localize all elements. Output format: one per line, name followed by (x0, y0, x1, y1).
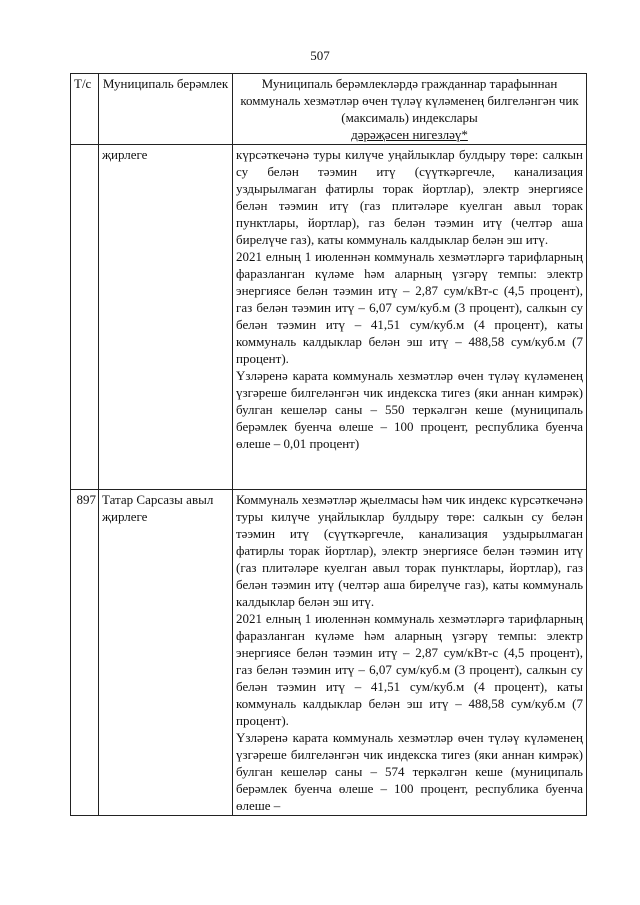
header-index-text: Муниципаль берәмлекләрдә гражданнар тарафыннан коммуналь хезмәтләр өчен түләү күләменең билгеләнгән чик (максималь) индекслары (240, 76, 579, 125)
row-number: 897 (71, 490, 99, 816)
row-municipality: җирлеге (99, 145, 233, 490)
row-paragraph: 2021 елның 1 июленнән коммуналь хезмәтләргә тарифларның фаразланган күләме һәм аларның үзгәрү темпы: электр энергиясе белән тәэмин итү – 2,87 сум/кВт-с (4,5 процент), газ белән тәэмин итү – 6,07 сум/куб.м (3 процент), салкын су белән тәэмин итү – 41,51 сум/куб.м (4 процент), каты коммуналь калдыклар белән эш итү – 488,58 сум/куб.м (7 процент). (236, 249, 583, 366)
row-paragraph: Үзләренә карата коммуналь хезмәтләр өчен түләү күләменең үзгәреше билгеләнгән чик индекска тигез (яки аннан кимрәк) булган кешеләр саны – 550 теркәлгән кеше (муниципаль берәмлек буенча өлеше – 100 процент, республика буенча өлеше – 0,01 процент) (236, 368, 583, 451)
table-row (71, 145, 587, 490)
table-row (71, 490, 587, 816)
row-paragraph: Үзләренә карата коммуналь хезмәтләр өчен түләү күләменең үзгәреше билгеләнгән чик индекска тигез (яки аннан кимрәк) булган кешеләр саны – 574 теркәлгән кеше (муниципаль берәмлек буенча өлеше – 100 процент, республика буенча өлеше – (236, 730, 583, 813)
row-paragraph: 2021 елның 1 июленнән коммуналь хезмәтләргә тарифларның фаразланган күләме һәм аларның үзгәрү темпы: электр энергиясе белән тәэмин итү – 2,87 сум/кВт-с (4,5 процент), газ белән тәэмин итү – 6,07 сум/куб.м (3 процент), салкын су белән тәэмин итү – 41,51 сум/куб.м (4 процент), каты коммуналь калдыклар белән эш итү – 488,58 сум/куб.м (7 процент). (236, 611, 583, 728)
header-municipality: Муниципаль берәмлек (99, 74, 233, 145)
header-index-text-2: дәрәҗәсен нигезләү* (351, 127, 468, 142)
row-paragraph: күрсәткечәнә туры килүче уңайлыклар булдыру төре: салкын су белән тәэмин итү (сүүткәргечле, канализация уздырылмаган фатирлы торак йортлар), электр энергиясе белән тәэмин итү (газ плитәләре куелган авыл торак пунктлары, йортлар), газ белән тәэмин итү (челтәр аша бирелүче газ), каты коммуналь калдыклар белән эш итү. (236, 147, 583, 247)
index-table (70, 73, 587, 816)
row-municipality: Татар Сарсазы авыл җирлеге (99, 490, 233, 816)
row-description (233, 490, 587, 816)
header-index (233, 74, 587, 145)
table-header-row (71, 74, 587, 145)
row-number (71, 145, 99, 490)
page-number: 507 (310, 48, 330, 63)
header-number: Т/с (71, 74, 99, 145)
row-description (233, 145, 587, 490)
row-paragraph: Коммуналь хезмәтләр җыелмасы һәм чик индекс күрсәткечәнә туры килүче уңайлыклар булдыру төре: салкын су белән тәэмин итү (сүүткәргечле, канализация уздырылмаган фатирлы торак йортлар), электр энергиясе белән тәэмин итү (газ плитәләре куелган авыл торак пунктлары, йортлар), газ белән тәэмин итү (челтәр аша бирелүче газ), каты коммуналь калдыклар белән эш итү. (236, 492, 583, 609)
